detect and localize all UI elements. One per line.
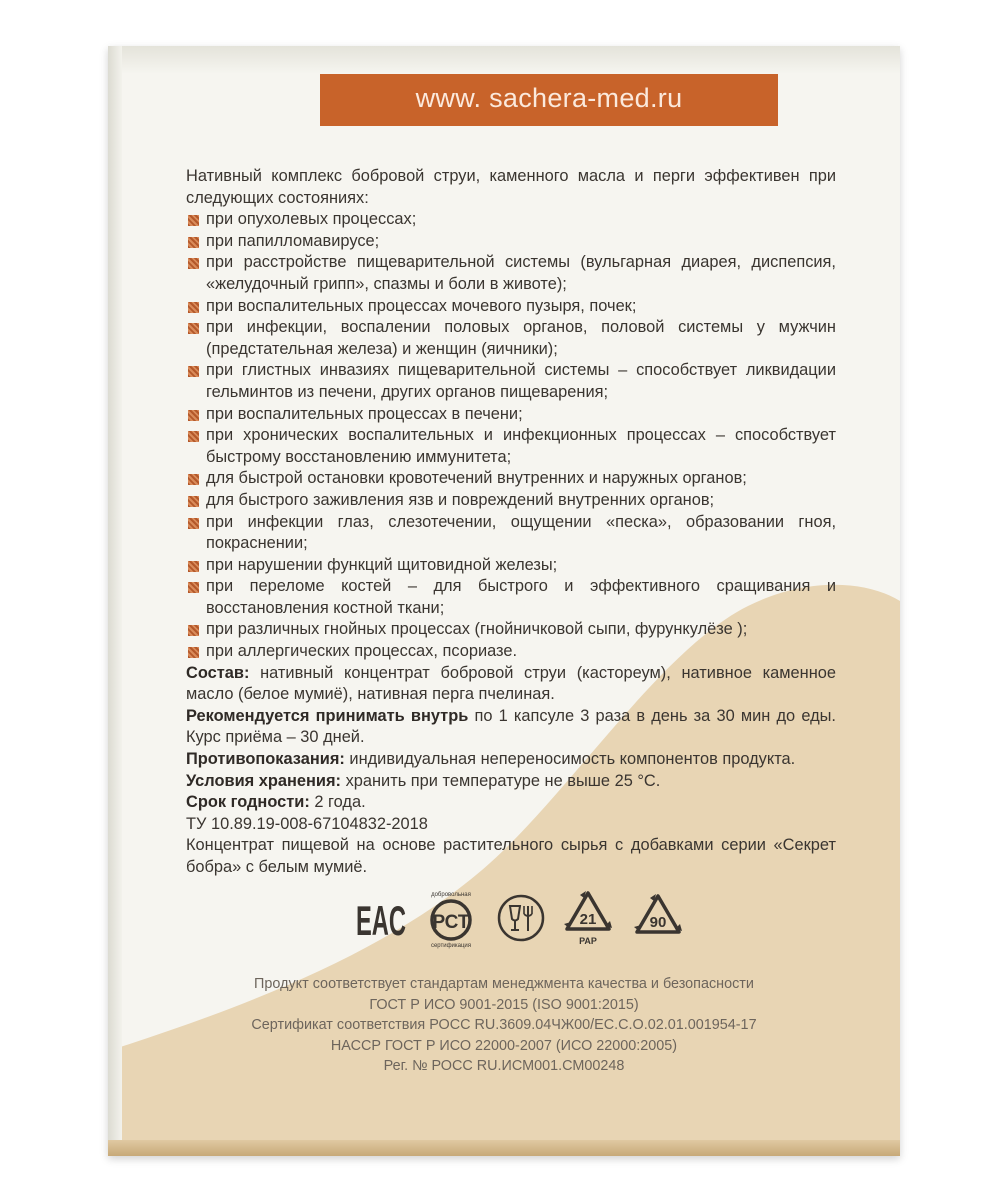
cert-line: Сертификат соответствия РОСС RU.3609.04ЧЖ00/ЕС.С.О.02.01.001954-17 — [251, 1017, 757, 1033]
glass-fork-icon — [496, 893, 546, 943]
list-item: при опухолевых процессах; — [186, 209, 836, 231]
svg-text:90: 90 — [649, 914, 667, 931]
indications-list — [186, 209, 836, 662]
tu-code: ТУ 10.89.19-008-67104832-2018 — [186, 814, 428, 833]
square-bullet-icon — [188, 302, 199, 313]
square-bullet-icon — [188, 474, 199, 485]
svg-text:EAC: EAC — [356, 897, 406, 941]
box-top-flap — [108, 46, 900, 74]
composition-text: нативный концентрат бобровой струи (кастореум), нативное каменное масло (белое мумиё), нативная перга пчелиная. — [186, 663, 836, 704]
svg-text:РСТ: РСТ — [432, 912, 470, 933]
svg-text:сертификация: сертификация — [430, 943, 472, 949]
box-content — [108, 46, 900, 1156]
list-item: при переломе костей – для быстрого и эффективного сращивания и восстановления костной ткани; — [186, 576, 836, 619]
storage-label: Условия хранения: — [186, 771, 342, 790]
square-bullet-icon — [188, 237, 199, 248]
list-item: при хронических воспалительных и инфекционных процессах – способствует быстрому восстановлению иммунитета; — [186, 425, 836, 468]
list-item: при инфекции глаз, слезотечении, ощущении «песка», образовании гноя, покраснении; — [186, 512, 836, 555]
box-bottom-edge — [108, 1140, 900, 1156]
certification-marks — [356, 884, 686, 952]
box-left-edge — [108, 46, 122, 1156]
dosage-text: по 1 капсуле 3 раза в день за 30 мин до еды. Курс приёма – 30 дней. — [186, 706, 836, 747]
square-bullet-icon — [188, 647, 199, 658]
svg-text:21: 21 — [579, 911, 597, 928]
composition-paragraph — [186, 663, 836, 706]
square-bullet-icon — [188, 366, 199, 377]
square-bullet-icon — [188, 561, 199, 572]
recycle-90-icon — [630, 890, 686, 946]
shelf-life-text: 2 года. — [309, 793, 366, 812]
svg-text:PAP: PAP — [579, 936, 597, 946]
square-bullet-icon — [188, 431, 199, 442]
cert-line: НАССР ГОСТ Р ИСО 22000-2007 (ИСО 22000:2005) — [330, 1037, 678, 1054]
shelf-life-paragraph — [186, 792, 836, 814]
list-item: для быстрой остановки кровотечений внутренних и наружных органов; — [186, 468, 836, 490]
storage-paragraph — [186, 771, 836, 793]
list-item: при воспалительных процессах в печени; — [186, 404, 836, 426]
cert-line: ГОСТ Р ИСО 9001-2015 (ISO 9001:2015) — [369, 996, 639, 1013]
square-bullet-icon — [188, 582, 199, 593]
contraindications-paragraph — [186, 749, 836, 771]
storage-text: хранить при температуре не выше 25 °С. — [341, 771, 661, 790]
square-bullet-icon — [188, 323, 199, 334]
rst-mark-icon — [420, 887, 482, 949]
square-bullet-icon — [188, 215, 199, 226]
product-description: Концентрат пищевой на основе растительного сырья с добавками серии «Секрет бобра» с белым мумиё. — [186, 836, 836, 876]
product-box-back — [108, 46, 900, 1156]
list-item: при папилломавирусе; — [186, 231, 836, 253]
recycle-pap21-icon — [560, 887, 616, 949]
square-bullet-icon — [188, 625, 199, 636]
cert-line: Рег. № РОСС RU.ИСМ001.СМ00248 — [383, 1058, 625, 1074]
eac-mark-icon — [356, 895, 406, 941]
list-item: при нарушении функций щитовидной железы; — [186, 555, 836, 577]
square-bullet-icon — [188, 518, 199, 529]
website-banner — [320, 70, 778, 126]
contraindications-label: Противопоказания: — [186, 750, 345, 769]
intro-text: Нативный комплекс бобровой струи, каменного масла и перги эффективен при следующих состояниях: — [186, 167, 836, 207]
list-item: при различных гнойных процессах (гнойничковой сыпи, фурункулёзе ); — [186, 619, 836, 641]
square-bullet-icon — [188, 258, 199, 269]
square-bullet-icon — [188, 496, 199, 507]
list-item: при аллергических процессах, псориазе. — [186, 641, 836, 663]
contraindications-text: индивидуальная непереносимость компонентов продукта. — [344, 750, 796, 769]
website-url: www. sachera-med.ru — [415, 82, 683, 113]
shelf-life-label: Срок годности: — [186, 793, 310, 812]
composition-label: Состав: — [186, 663, 250, 682]
description-block — [186, 166, 836, 879]
svg-text:добровольная: добровольная — [431, 892, 471, 898]
dosage-paragraph — [186, 706, 836, 749]
list-item: при воспалительных процессах мочевого пузыря, почек; — [186, 296, 836, 318]
quality-certification-block — [168, 974, 840, 1077]
list-item: при расстройстве пищеварительной системы (вульгарная диарея, диспепсия, «желудочный грипп», спазмы и боли в животе); — [186, 252, 836, 295]
square-bullet-icon — [188, 410, 199, 421]
list-item: при инфекции, воспалении половых органов, половой системы у мужчин (предстательная железа) и женщин (яичники); — [186, 317, 836, 360]
cert-line: Продукт соответствует стандартам менеджмента качества и безопасности — [254, 976, 754, 992]
list-item: для быстрого заживления язв и повреждений внутренних органов; — [186, 490, 836, 512]
dosage-label: Рекомендуется принимать внутрь — [186, 706, 469, 725]
list-item: при глистных инвазиях пищеварительной системы – способствует ликвидации гельминтов из печени, других органов пищеварения; — [186, 360, 836, 403]
